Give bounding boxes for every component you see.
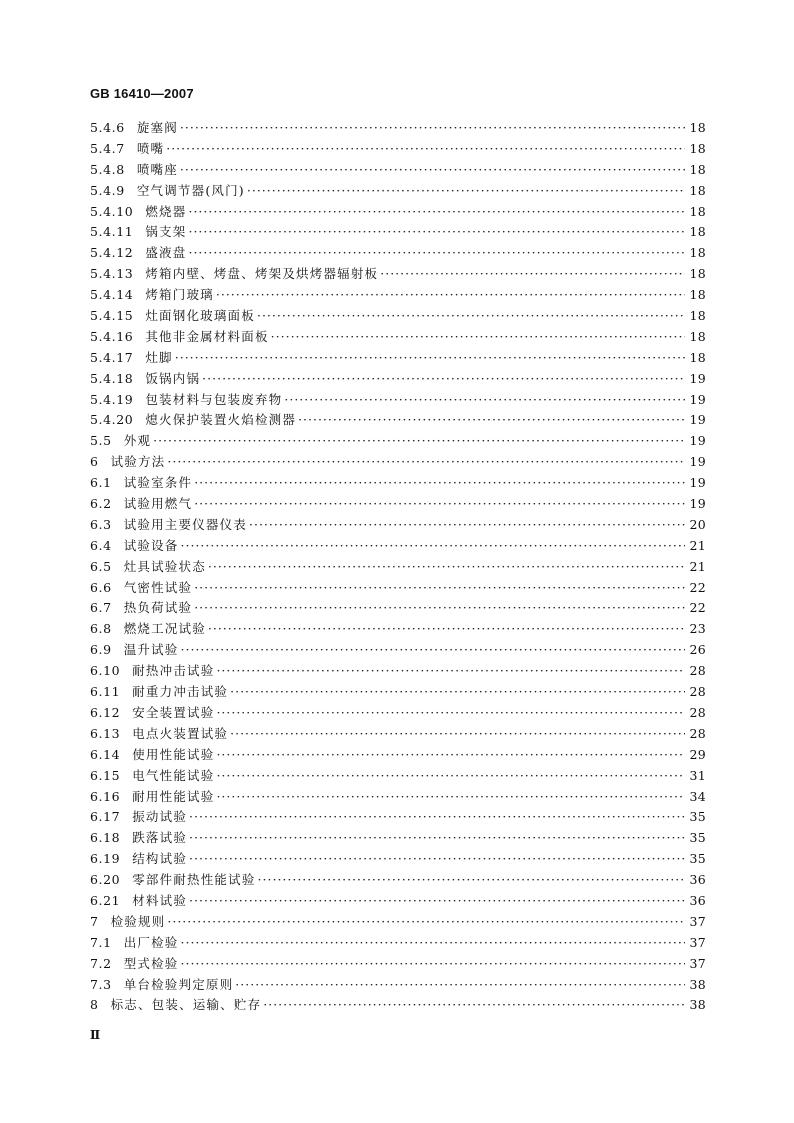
toc-entry-page: 19 [689,496,706,512]
toc-entry-page: 18 [689,182,706,198]
toc-leader-dots [298,410,685,431]
toc-entry-page: 37 [689,913,706,929]
toc-entry[interactable] [90,557,706,578]
toc-entry[interactable] [90,285,706,306]
toc-entry-title: 旋塞阀 [136,120,178,135]
toc-leader-dots [271,327,686,348]
toc-leader-dots [235,975,685,996]
toc-entry-number: 5.4.6 [90,120,125,135]
toc-leader-dots [181,933,686,954]
table-of-contents [90,118,706,1016]
toc-entry-title: 气密性试验 [123,579,193,595]
toc-entry-title: 出厂检验 [123,934,179,950]
toc-entry-number: 8 [90,997,99,1013]
toc-entry[interactable] [90,807,706,828]
toc-entry[interactable] [90,222,706,243]
toc-entry[interactable] [90,160,706,181]
toc-entry-title: 灶面钢化玻璃面板 [145,308,255,324]
toc-entry-page: 21 [689,558,706,574]
toc-entry[interactable] [90,912,706,933]
toc-entry[interactable] [90,118,706,139]
toc-entry[interactable] [90,410,706,431]
toc-entry-number: 7 [90,913,99,929]
toc-entry-number: 6.21 [90,892,121,908]
toc-entry-title: 电气性能试验 [132,767,215,783]
toc-entry-page: 29 [689,746,706,762]
toc-entry-page: 19 [689,475,706,491]
toc-entry[interactable] [90,766,706,787]
toc-entry-page: 35 [689,809,706,825]
toc-leader-dots [216,703,685,724]
toc-entry-title: 熄火保护装置火焰检测器 [145,412,297,428]
toc-entry-number: 5.4.11 [90,224,134,240]
toc-entry-page: 18 [689,349,706,365]
toc-leader-dots [194,473,685,494]
toc-entry-number: 6.9 [90,642,112,658]
toc-entry-number: 6.4 [90,537,112,553]
toc-entry[interactable] [90,661,706,682]
toc-entry-number: 6.20 [90,872,121,888]
toc-entry-page: 28 [689,725,706,741]
toc-entry-title: 热负荷试验 [123,600,193,616]
toc-entry-title: 烤箱内壁、烤盘、烤架及烘烤器辐射板 [145,266,379,282]
toc-entry[interactable] [90,494,706,515]
toc-entry-number: 6.16 [90,788,121,804]
toc-entry[interactable] [90,954,706,975]
toc-leader-dots [180,118,686,139]
toc-entry-title: 空气调节器(风门) [136,182,245,198]
toc-entry-page: 31 [689,767,706,783]
toc-entry-title: 电点火装置试验 [132,725,229,741]
toc-entry[interactable] [90,202,706,223]
toc-entry-number: 5.4.12 [90,245,134,261]
toc-leader-dots [202,369,685,390]
toc-entry-page: 38 [689,976,706,992]
toc-entry-page: 18 [689,120,706,135]
toc-entry-page: 20 [689,516,706,532]
toc-entry-number: 5.4.18 [90,370,134,386]
toc-leader-dots [216,285,686,306]
toc-leader-dots [208,557,686,578]
toc-entry-number: 6.8 [90,621,112,637]
toc-entry[interactable] [90,828,706,849]
toc-entry-number: 5.5 [90,433,112,449]
toc-entry-number: 6.17 [90,809,121,825]
toc-entry-page: 19 [689,433,706,449]
toc-entry[interactable] [90,452,706,473]
toc-leader-dots [249,515,685,536]
toc-leader-dots [230,724,685,745]
toc-leader-dots [216,766,685,787]
toc-entry-title: 锅支架 [145,224,187,240]
toc-entry-page: 35 [689,851,706,867]
toc-entry[interactable] [90,640,706,661]
toc-entry[interactable] [90,870,706,891]
toc-entry-number: 6.10 [90,663,121,679]
toc-entry-page: 37 [689,934,706,950]
toc-entry-title: 跌落试验 [132,830,188,846]
toc-leader-dots [167,912,685,933]
toc-entry-title: 型式检验 [123,955,179,971]
toc-leader-dots [189,891,685,912]
toc-entry[interactable] [90,390,706,411]
toc-leader-dots [181,536,686,557]
toc-entry-number: 7.1 [90,934,112,950]
toc-entry-number: 6.18 [90,830,121,846]
toc-entry[interactable] [90,724,706,745]
toc-entry-title: 外观 [123,433,152,449]
toc-entry-page: 28 [689,684,706,700]
toc-entry-title: 其他非金属材料面板 [145,328,269,344]
toc-entry-title: 盛液盘 [145,245,187,261]
toc-entry-title: 试验用主要仪器仪表 [123,516,247,532]
toc-entry[interactable] [90,348,706,369]
toc-entry-page: 18 [689,308,706,324]
toc-entry[interactable] [90,369,706,390]
toc-entry-page: 18 [689,203,706,219]
toc-entry-title: 试验方法 [110,454,166,470]
toc-entry[interactable] [90,431,706,452]
toc-entry[interactable] [90,578,706,599]
toc-leader-dots [166,139,685,160]
toc-entry-page: 36 [689,892,706,908]
toc-entry-page: 19 [689,391,706,407]
toc-leader-dots [188,243,685,264]
toc-entry-title: 单台检验判定原则 [123,976,234,992]
toc-entry-page: 37 [689,955,706,971]
toc-entry[interactable] [90,891,706,912]
toc-entry-number: 6.15 [90,767,121,783]
toc-entry-page: 18 [689,140,706,156]
toc-entry[interactable] [90,139,706,160]
toc-entry-page: 19 [689,412,706,428]
toc-leader-dots [188,222,685,243]
toc-entry-page: 21 [689,537,706,553]
toc-entry[interactable] [90,598,706,619]
toc-leader-dots [189,849,685,870]
toc-entry-title: 振动试验 [132,809,188,825]
toc-entry-title: 检验规则 [110,913,166,929]
toc-leader-dots [189,828,685,849]
toc-leader-dots [194,578,685,599]
toc-entry-title: 灶具试验状态 [123,558,206,574]
toc-entry[interactable] [90,787,706,808]
toc-entry-number: 6.5 [90,558,112,574]
toc-entry-number: 7.3 [90,976,112,992]
toc-entry-title: 零部件耐热性能试验 [132,872,256,888]
toc-leader-dots [189,807,685,828]
toc-entry-title: 试验室条件 [123,475,193,491]
toc-entry-number: 5.4.10 [90,203,134,219]
toc-entry-title: 燃烧器 [145,203,187,219]
standard-code: GB 16410—2007 [90,86,194,101]
toc-entry[interactable] [90,243,706,264]
toc-entry[interactable] [90,181,706,202]
toc-entry-title: 使用性能试验 [132,746,215,762]
toc-leader-dots [380,264,685,285]
toc-entry-title: 材料试验 [132,892,188,908]
toc-entry-title: 温升试验 [123,642,179,658]
toc-entry-page: 38 [689,997,706,1013]
toc-entry-title: 标志、包装、运输、贮存 [110,997,262,1013]
toc-leader-dots [284,390,685,411]
toc-entry-page: 18 [689,161,706,177]
toc-leader-dots [216,787,685,808]
toc-entry-number: 5.4.20 [90,412,134,428]
toc-entry-title: 烤箱门玻璃 [145,287,214,303]
toc-entry-page: 18 [689,287,706,303]
toc-entry-page: 18 [689,245,706,261]
toc-entry-number: 5.4.9 [90,182,125,198]
toc-leader-dots [188,202,685,223]
toc-leader-dots [180,160,686,181]
toc-entry-page: 22 [689,600,706,616]
toc-entry[interactable] [90,619,706,640]
toc-entry-page: 18 [689,328,706,344]
toc-entry-title: 结构试验 [132,851,188,867]
toc-leader-dots [208,619,686,640]
toc-entry-page: 34 [689,788,706,804]
toc-entry-number: 6.2 [90,496,112,512]
toc-leader-dots [216,745,685,766]
toc-entry-page: 28 [689,704,706,720]
toc-entry-title: 喷嘴座 [136,161,178,177]
toc-entry-title: 燃烧工况试验 [123,621,206,637]
page-number: Ⅱ [90,1028,101,1042]
toc-entry[interactable] [90,995,706,1016]
toc-entry[interactable] [90,536,706,557]
toc-entry-page: 23 [689,621,706,637]
toc-entry-page: 26 [689,642,706,658]
toc-leader-dots [258,870,686,891]
toc-entry-page: 35 [689,830,706,846]
toc-entry-title: 安全装置试验 [132,704,215,720]
toc-entry-title: 耐用性能试验 [132,788,215,804]
toc-entry[interactable] [90,306,706,327]
toc-leader-dots [263,995,685,1016]
toc-leader-dots [194,494,685,515]
toc-entry-number: 6 [90,454,99,470]
toc-leader-dots [181,640,686,661]
toc-leader-dots [167,452,685,473]
toc-entry-page: 36 [689,872,706,888]
toc-entry-page: 19 [689,454,706,470]
toc-entry-number: 6.11 [90,684,121,700]
toc-leader-dots [181,954,686,975]
toc-entry-number: 5.4.14 [90,287,134,303]
toc-entry-title: 喷嘴 [136,140,165,156]
toc-leader-dots [194,598,685,619]
toc-entry[interactable] [90,703,706,724]
toc-entry-page: 18 [689,266,706,282]
toc-leader-dots [247,181,686,202]
toc-leader-dots [175,348,686,369]
toc-entry-number: 7.2 [90,955,112,971]
toc-entry-number: 5.4.7 [90,140,125,156]
toc-entry-title: 饭锅内锅 [145,370,201,386]
toc-entry[interactable] [90,745,706,766]
toc-entry-number: 6.6 [90,579,112,595]
toc-entry-number: 6.3 [90,516,112,532]
toc-entry[interactable] [90,682,706,703]
toc-entry-number: 5.4.16 [90,328,134,344]
toc-entry-title: 包装材料与包装废弃物 [145,391,283,407]
toc-entry-title: 灶脚 [145,349,173,365]
toc-entry-title: 耐重力冲击试验 [132,684,229,700]
toc-entry-page: 19 [689,370,706,386]
toc-entry-number: 6.13 [90,725,121,741]
toc-leader-dots [257,306,686,327]
toc-entry[interactable] [90,975,706,996]
toc-entry-number: 5.4.19 [90,391,134,407]
toc-entry-number: 6.19 [90,851,121,867]
toc-entry[interactable] [90,515,706,536]
toc-entry[interactable] [90,327,706,348]
toc-entry-title: 试验设备 [123,537,179,553]
toc-leader-dots [230,682,685,703]
toc-entry[interactable] [90,473,706,494]
toc-entry[interactable] [90,849,706,870]
toc-entry-title: 试验用燃气 [123,496,193,512]
toc-entry[interactable] [90,933,706,954]
toc-entry-number: 6.1 [90,475,112,491]
toc-entry-page: 18 [689,224,706,240]
toc-entry-number: 6.14 [90,746,121,762]
toc-leader-dots [216,661,685,682]
toc-leader-dots [153,431,685,452]
toc-entry-number: 5.4.13 [90,266,134,282]
toc-entry-page: 28 [689,663,706,679]
toc-entry-number: 5.4.8 [90,161,125,177]
toc-entry[interactable] [90,264,706,285]
toc-entry-title: 耐热冲击试验 [132,663,215,679]
toc-entry-number: 5.4.15 [90,308,134,324]
toc-entry-number: 6.7 [90,600,112,616]
toc-entry-number: 6.12 [90,704,121,720]
toc-entry-page: 22 [689,579,706,595]
toc-entry-number: 5.4.17 [90,349,134,365]
